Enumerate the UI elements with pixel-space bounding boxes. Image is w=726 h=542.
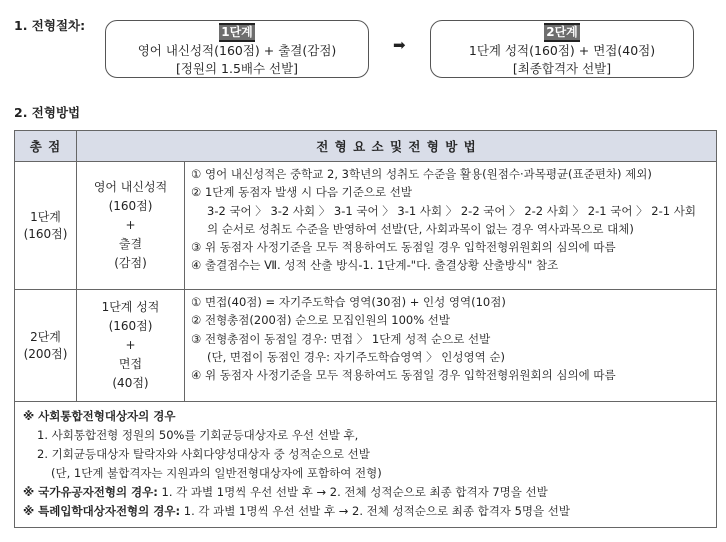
method-line: 3-2 국어 〉 3-2 사회 〉 3-1 국어 〉 3-1 사회 〉 2-2 국어 〉 2-2 사회 〉 2-1 국어 〉 2-1 사회 <box>207 203 696 218</box>
social-note-item: (단, 1단계 불합격자는 지원과의 일반전형대상자에 포함하여 전형) <box>51 466 382 480</box>
criteria-line: 영어 내신성적 <box>93 180 168 194</box>
criteria-line: (40점) <box>112 376 149 390</box>
table-row-stage-2 <box>15 290 717 402</box>
method-line: ④ 출결점수는 Ⅶ. 성적 산출 방식-1. 1단계-"다. 출결상황 산출방식" 참조 <box>191 258 559 273</box>
right-arrow-icon: ➡ <box>393 36 406 54</box>
stage-1-line1: 영어 내신성적(160점) + 출결(감점) <box>137 43 337 58</box>
stage-2-tag: 2단계 <box>544 23 580 42</box>
criteria-line: 1단계 성적 <box>101 300 160 314</box>
method-line: ③ 위 동점자 사정기준을 모두 적용하여도 동점일 경우 입학전형위원회의 심의에 따름 <box>191 240 616 255</box>
veteran-note <box>23 483 708 502</box>
stage-1-tag: 1단계 <box>219 23 255 42</box>
criteria-line: 면접 <box>118 357 143 371</box>
stage-1-score-cell <box>15 162 77 290</box>
table-row-stage-1 <box>15 162 717 290</box>
method-line: ④ 위 동점자 사정기준을 모두 적용하여도 동점일 경우 입학전형위원회의 심의에 따름 <box>191 368 616 383</box>
method-line: (단, 면접이 동점인 경우: 자기주도학습영역 〉 인성영역 순) <box>207 349 505 364</box>
stage-2-method-cell <box>185 290 717 402</box>
stage-2-points: (200점) <box>23 346 68 361</box>
special-note-label: ※ 특례입학대상자전형의 경우: <box>23 504 181 518</box>
method-line: ② 전형총점(200점) 순으로 모집인원의 100% 선발 <box>191 313 451 328</box>
veteran-note-label: ※ 국가유공자전형의 경우: <box>23 485 158 499</box>
stage-2-name: 2단계 <box>30 329 61 344</box>
method-line: 의 순서로 성취도 수준을 반영하여 선발(단, 사회과목이 없는 경우 역사과목으로 대체) <box>207 221 634 236</box>
criteria-line: (160점) <box>108 319 153 333</box>
stage-1-points: (160점) <box>23 226 68 241</box>
section-2-title: 2. 전형방법 <box>14 105 81 120</box>
stage-2-box <box>430 20 694 78</box>
stage-1-name: 1단계 <box>30 209 61 224</box>
method-line: ① 면접(40점) = 자기주도학습 영역(30점) + 인성 영역(10점) <box>191 295 506 309</box>
stage-1-box <box>105 20 369 78</box>
stage-2-line2: [최종합격자 선발] <box>512 61 612 76</box>
table-header-row <box>15 131 717 162</box>
stage-2-line1: 1단계 성적(160점) + 면접(40점) <box>468 43 656 58</box>
selection-method-table <box>14 130 717 528</box>
criteria-line: + <box>125 338 136 352</box>
stage-2-score-cell <box>15 290 77 402</box>
criteria-line: (160점) <box>108 199 153 213</box>
social-note-item: 2. 기회균등대상자 탈락자와 사회다양성대상자 중 성적순으로 선발 <box>37 447 370 461</box>
method-line: ② 1단계 동점자 발생 시 다음 기준으로 선발 <box>191 185 412 200</box>
veteran-note-text: 1. 각 과별 1명씩 우선 선발 후 → 2. 전체 성적순으로 최종 합격자 7명을 선발 <box>157 485 548 499</box>
notes-cell <box>15 402 717 528</box>
table-row-notes <box>15 402 717 528</box>
criteria-line: (감점) <box>114 256 147 270</box>
stage-1-method-cell <box>185 162 717 290</box>
header-total-score: 총 점 <box>15 131 77 162</box>
stage-1-criteria-cell <box>77 162 185 290</box>
stage-1-line2: [정원의 1.5배수 선발] <box>175 61 299 76</box>
method-line: ① 영어 내신성적은 중학교 2, 3학년의 성취도 수준을 활용(원점수·과목평균(표준편차) 제외) <box>191 167 652 181</box>
criteria-line: + <box>125 218 136 232</box>
section-1-title: 1. 전형절차: <box>14 18 86 33</box>
special-admission-note <box>23 502 708 521</box>
social-integration-title: ※ 사회통합전형대상자의 경우 <box>23 409 176 423</box>
stage-2-criteria-cell <box>77 290 185 402</box>
social-note-item: 1. 사회통합전형 정원의 50%를 기회균등대상자로 우선 선발 후, <box>37 428 359 442</box>
header-method: 전 형 요 소 및 전 형 방 법 <box>77 131 717 162</box>
method-line: ③ 전형총점이 동점일 경우: 면접 〉 1단계 성적 순으로 선발 <box>191 331 491 346</box>
criteria-line: 출결 <box>118 237 143 251</box>
special-note-text: 1. 각 과별 1명씩 우선 선발 후 → 2. 전체 성적순으로 최종 합격자 5명을 선발 <box>180 504 570 518</box>
